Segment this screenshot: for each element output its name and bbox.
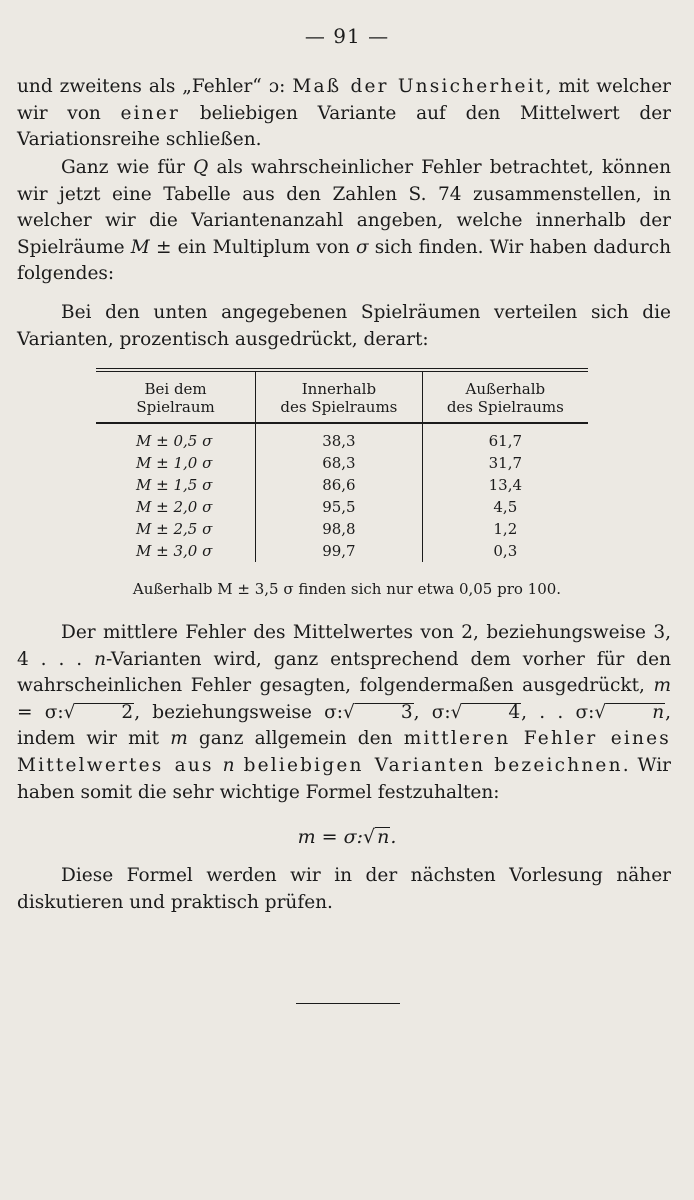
cell-range: M ± 3,0 σ — [136, 542, 213, 560]
text-run: = σ: — [17, 701, 64, 723]
formula — [0, 826, 694, 848]
table-row — [96, 496, 588, 518]
text-run: , indem wir mit — [17, 701, 671, 750]
formula-lhs: m = σ: — [297, 826, 363, 848]
symbol-m: M — [130, 236, 150, 258]
cell-inside: 38,3 — [256, 423, 422, 452]
text-run: Der mittlere Fehler des Mittelwertes von 2, beziehungsweise 3, 4 . . . — [17, 622, 671, 670]
cell-outside: 0,3 — [422, 540, 588, 562]
cell-range: M ± 2,5 σ — [136, 520, 213, 538]
cell-inside: 99,7 — [256, 540, 422, 562]
sqrt-sign-icon: √ — [343, 701, 355, 723]
table-row — [96, 518, 588, 540]
spaced-term-mean-error: mittleren Fehler eines Mittelwertes aus — [17, 728, 671, 776]
paragraph-3-text: Bei den unten angegebenen Spielräumen verteilen sich die Varianten, prozentisch ausgedrückt, derart: — [17, 302, 671, 350]
spaced-term-variants: beliebigen Varianten — [243, 754, 486, 776]
spaced-term-uncertainty: Maß der Unsicherheit — [292, 76, 546, 97]
table-row — [96, 474, 588, 496]
sqrt-sign-icon: √ — [362, 826, 376, 848]
text-run: , . . σ: — [521, 701, 595, 723]
radicand: n — [606, 703, 665, 722]
radicand: 3 — [355, 703, 414, 722]
header-outside — [422, 370, 588, 423]
sqrt-sign-icon: √ — [594, 701, 607, 723]
cell-range: M ± 1,0 σ — [136, 454, 213, 472]
table-header-row — [96, 370, 588, 423]
cell-inside: 86,6 — [256, 474, 422, 496]
section-rule — [296, 1003, 400, 1004]
header-line: des Spielraums — [280, 398, 398, 416]
header-line: Außerhalb — [465, 380, 546, 398]
header-line: Bei dem — [144, 380, 207, 398]
header-range — [96, 370, 256, 423]
radicand: n — [377, 826, 390, 848]
cell-inside: 68,3 — [256, 452, 422, 474]
text-run: , beziehungsweise σ: — [134, 701, 344, 723]
text-run — [235, 755, 244, 776]
distribution-table — [96, 368, 588, 562]
table-row — [96, 540, 588, 562]
header-line: Innerhalb — [301, 380, 377, 398]
header-inside — [256, 370, 422, 423]
page-number: — 91 — — [304, 24, 390, 48]
table-row — [96, 452, 588, 474]
text-run: als wahrscheinlicher Fehler betrachtet, können wir jetzt eine Tabelle aus den Zahlen S. 74 zusammenstellen, in welcher wir die Variantenanzahl angeben, welche innerhalb der Spielräume — [17, 157, 671, 258]
text-run: Ganz wie für — [61, 157, 194, 178]
text-run: : — [279, 76, 293, 97]
cell-outside: 31,7 — [422, 452, 588, 474]
text-run: beliebigen Variante auf den Mittelwert der Variationsreihe schließen. — [17, 102, 671, 151]
radicand: 2 — [75, 703, 134, 722]
paragraph-4 — [17, 620, 671, 806]
text-run: . Wir haben somit die sehr wichtige Formel festzuhalten: — [17, 754, 671, 803]
sqrt-sign-icon: √ — [63, 701, 76, 723]
text-run: , mit welcher wir von — [17, 76, 671, 124]
cell-range: M ± 1,5 σ — [136, 476, 213, 494]
symbol-q: Q — [193, 157, 209, 178]
symbol-m: m — [653, 675, 671, 697]
spaced-term-bezeichnen: bezeichnen — [494, 754, 623, 776]
radicand: 4 — [462, 703, 521, 722]
cell-outside: 4,5 — [422, 496, 588, 518]
paragraph-3 — [17, 300, 671, 353]
cell-outside: 13,4 — [422, 474, 588, 496]
symbol-n: n — [222, 754, 235, 776]
text-run: , σ: — [413, 701, 451, 723]
cell-inside: 95,5 — [256, 496, 422, 518]
cell-inside: 98,8 — [256, 518, 422, 540]
table-row — [96, 423, 588, 452]
header-line: Spielraum — [136, 398, 215, 416]
formula-end: . — [390, 826, 397, 848]
text-run — [214, 755, 223, 776]
header-line: des Spielraums — [446, 398, 564, 416]
sqrt-sign-icon: √ — [450, 701, 463, 723]
cell-outside: 1,2 — [422, 518, 588, 540]
paragraph-2 — [17, 155, 671, 288]
text-run: ganz allgemein den — [187, 728, 404, 750]
inverted-o-symbol: ɔ — [268, 76, 280, 97]
cell-range: M ± 2,0 σ — [136, 498, 213, 516]
symbol-m: m — [170, 728, 188, 750]
text-run: sich finden. Wir haben dadurch folgendes: — [17, 236, 672, 285]
cell-outside: 61,7 — [422, 423, 588, 452]
spaced-term-einer: einer — [120, 102, 181, 124]
paragraph-5 — [17, 863, 671, 916]
symbol-n: n — [94, 648, 106, 670]
paragraph-1 — [17, 74, 671, 154]
cell-range: M ± 0,5 σ — [136, 432, 213, 450]
text-run: und zweitens als „Fehler“ — [17, 76, 269, 97]
paragraph-5-text: Diese Formel werden wir in der nächsten Vorlesung näher diskutieren und praktisch prüfen. — [17, 865, 671, 913]
text-run: ± ein Multiplum von — [149, 236, 356, 258]
text-run: -Varianten wird, ganz entsprechend dem vorher für den wahrscheinlichen Fehler gesagten, folgendermaßen ausgedrückt, — [17, 648, 671, 697]
symbol-sigma: σ — [355, 236, 369, 258]
table-footnote: Außerhalb M ± 3,5 σ finden sich nur etwa 0,05 pro 100. — [132, 580, 562, 598]
text-run — [485, 755, 494, 776]
